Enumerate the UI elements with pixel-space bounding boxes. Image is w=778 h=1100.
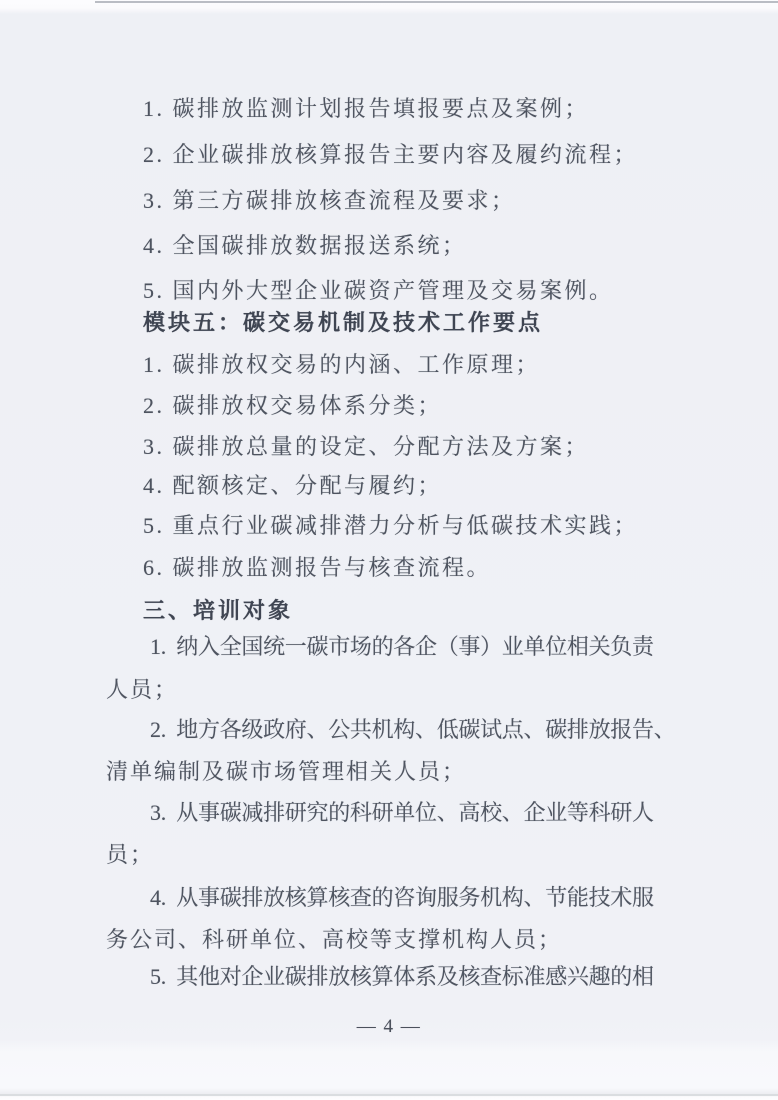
module4-item-5: 5. 国内外大型企业碳资产管理及交易案例。: [143, 278, 614, 303]
trainee-para-1-line-1: 1. 纳入全国统一碳市场的各企（事）业单位相关负责: [150, 634, 654, 659]
module5-item-1: 1. 碳排放权交易的内涵、工作原理；: [143, 352, 541, 377]
trainee-para-3-line-1: 3. 从事碳减排研究的科研单位、高校、企业等科研人: [150, 800, 654, 825]
module5-heading: 模块五：碳交易机制及技术工作要点: [143, 310, 544, 335]
module5-item-4: 4. 配额核定、分配与履约；: [143, 473, 443, 498]
trainee-para-2-line-1: 2. 地方各级政府、公共机构、低碳试点、碳排放报告、: [150, 717, 676, 742]
module4-item-4: 4. 全国碳排放数据报送系统；: [143, 233, 467, 258]
trainee-para-2-line-2: 清单编制及碳市场管理相关人员；: [106, 759, 467, 784]
scan-edge-line-top: [95, 1, 778, 3]
module5-item-6: 6. 碳排放监测报告与核查流程。: [143, 555, 492, 580]
trainee-para-1-line-2: 人员；: [106, 677, 179, 702]
module4-item-1: 1. 碳排放监测计划报告填报要点及案例；: [143, 96, 590, 121]
training-targets-heading: 三、培训对象: [143, 598, 294, 623]
module4-item-2: 2. 企业碳排放核算报告主要内容及履约流程；: [143, 142, 639, 167]
page-number: — 4 —: [356, 1016, 422, 1037]
module5-item-2: 2. 碳排放权交易体系分类；: [143, 393, 443, 418]
module5-item-5: 5. 重点行业碳减排潜力分析与低碳技术实践；: [143, 513, 639, 538]
trainee-para-5-line-1: 5. 其他对企业碳排放核算体系及核查标准感兴趣的相: [150, 964, 654, 989]
trainee-para-4-line-1: 4. 从事碳排放核算核查的咨询服务机构、节能技术服: [150, 885, 654, 910]
trainee-para-3-line-2: 员；: [106, 842, 155, 867]
module5-item-3: 3. 碳排放总量的设定、分配方法及方案；: [143, 434, 590, 459]
scan-edge-line-bottom: [0, 1094, 778, 1096]
trainee-para-4-line-2: 务公司、科研单位、高校等支撑机构人员；: [106, 927, 563, 952]
module4-item-3: 3. 第三方碳排放核查流程及要求；: [143, 188, 516, 213]
